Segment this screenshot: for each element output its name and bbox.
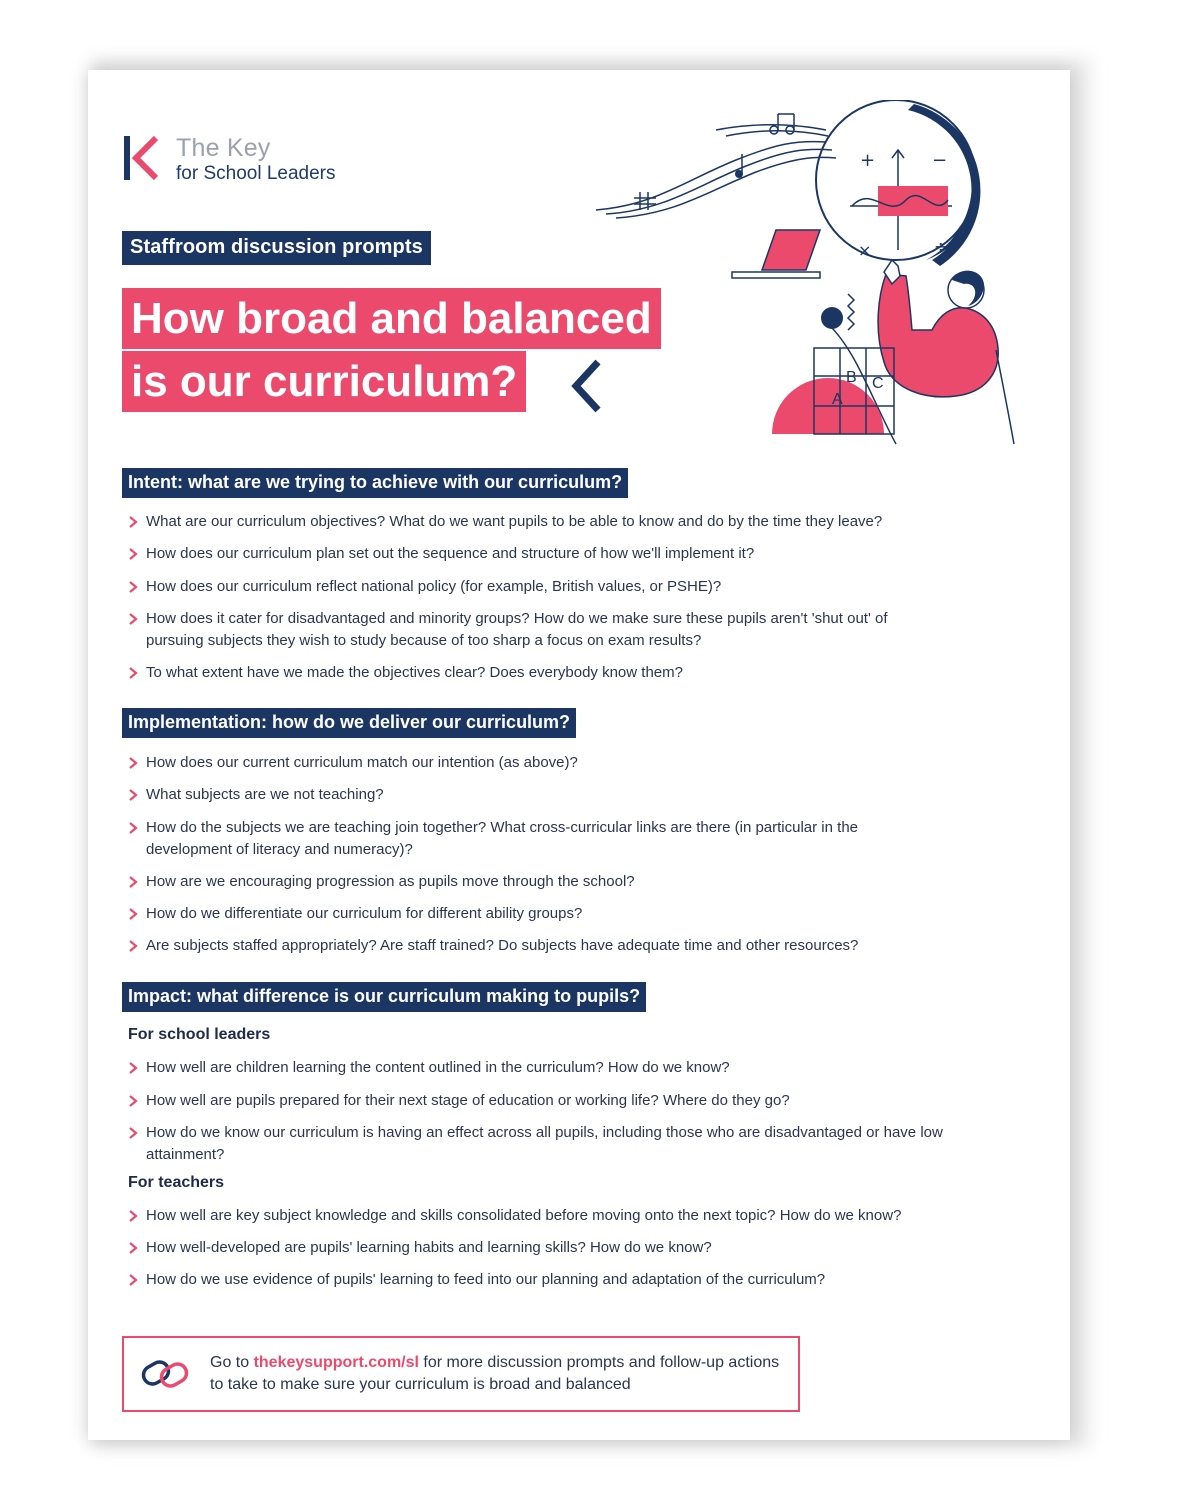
chevron-right-icon — [128, 1274, 138, 1286]
callout-box — [122, 1336, 800, 1412]
title-line-2: is our curriculum? — [122, 351, 526, 412]
list-item: Are subjects staffed appropriately? Are staff trained? Do subjects have adequate time and other resources? — [128, 935, 968, 957]
section-heading-implementation: Implementation: how do we deliver our curriculum? — [122, 708, 576, 738]
chevron-right-icon — [128, 789, 138, 801]
list-item: How do the subjects we are teaching join together? What cross-curricular links are there (in particular in the development of literacy and numeracy)? — [128, 817, 948, 861]
svg-text:÷: ÷ — [934, 237, 948, 256]
chevron-right-icon — [128, 1242, 138, 1254]
chevron-right-icon — [128, 613, 138, 625]
list-item: What subjects are we not teaching? — [128, 784, 968, 806]
chevron-right-icon — [128, 548, 138, 560]
curriculum-illustration — [596, 100, 1056, 450]
list-item: How does it cater for disadvantaged and minority groups? How do we make sure these pupils aren't 'shut out' of pursuing subjects they wish to study because of too sharp a focus on exam results? — [128, 608, 948, 652]
title-line-1: How broad and balanced — [122, 288, 661, 349]
svg-text:A: A — [832, 391, 843, 408]
list-item: How are we encouraging progression as pupils move through the school? — [128, 871, 968, 893]
list-item: How does our current curriculum match our intention (as above)? — [128, 752, 968, 774]
the-key-logo — [124, 134, 384, 184]
laptop-icon — [732, 230, 820, 278]
chevron-right-icon — [128, 1095, 138, 1107]
svg-text:×: × — [858, 241, 872, 260]
svg-text:C: C — [872, 375, 884, 392]
chevron-right-icon — [128, 1127, 138, 1139]
chevron-right-icon — [128, 940, 138, 952]
section-heading-intent: Intent: what are we trying to achieve with our curriculum? — [122, 468, 628, 498]
list-item: How well are pupils prepared for their next stage of education or working life? Where do they go? — [128, 1090, 968, 1112]
logo-line-2: for School Leaders — [176, 163, 336, 184]
chevron-right-icon — [128, 1062, 138, 1074]
subheading-school-leaders: For school leaders — [128, 1026, 271, 1043]
chevron-right-icon — [128, 581, 138, 593]
logo-line-1: The Key — [176, 134, 271, 162]
callout-link[interactable]: thekeysupport.com/sl — [253, 1354, 419, 1371]
list-item: How do we differentiate our curriculum for different ability groups? — [128, 903, 968, 925]
squiggle-icon — [848, 294, 854, 330]
list-item: How well are children learning the content outlined in the curriculum? How do we know? — [128, 1057, 968, 1079]
chevron-right-icon — [128, 516, 138, 528]
list-item: How do we know our curriculum is having an effect across all pupils, including those who are disadvantaged or have low attainment? — [128, 1122, 958, 1166]
list-item: What are our curriculum objectives? What do we want pupils to be able to know and do by the time they leave? — [128, 511, 968, 533]
list-item: How do we use evidence of pupils' learning to feed into our planning and adaptation of the curriculum? — [128, 1269, 968, 1291]
chevron-right-icon — [128, 757, 138, 769]
chevron-right-icon — [128, 1210, 138, 1222]
document-page — [88, 70, 1070, 1440]
list-item: How well-developed are pupils' learning habits and learning skills? How do we know? — [128, 1237, 968, 1259]
staffroom-tag: Staffroom discussion prompts — [122, 231, 431, 265]
list-item: How does our curriculum plan set out the sequence and structure of how we'll implement it? — [128, 543, 968, 565]
section-heading-impact: Impact: what difference is our curriculum making to pupils? — [122, 982, 646, 1012]
list-item: How well are key subject knowledge and skills consolidated before moving onto the next topic? How do we know? — [128, 1205, 998, 1227]
chevron-right-icon — [128, 908, 138, 920]
math-circle — [816, 100, 976, 260]
dot-icon — [821, 307, 843, 329]
callout-text: Go to thekeysupport.com/sl for more discussion prompts and follow-up actions to take to make sure your curriculum is broad and balanced — [210, 1354, 780, 1393]
chevron-right-icon — [128, 822, 138, 834]
link-icon — [140, 1356, 192, 1392]
list-item: How does our curriculum reflect national policy (for example, British values, or PSHE)? — [128, 576, 968, 598]
chevron-right-icon — [128, 876, 138, 888]
svg-text:+: + — [860, 150, 876, 171]
svg-text:B: B — [846, 369, 857, 386]
abc-grid — [772, 348, 894, 434]
list-item: To what extent have we made the objectives clear? Does everybody know them? — [128, 662, 968, 684]
music-staff-icon — [596, 125, 836, 218]
subheading-teachers: For teachers — [128, 1174, 225, 1191]
svg-text:−: − — [932, 150, 948, 171]
chevron-right-icon — [128, 667, 138, 679]
k-logo-icon — [124, 134, 164, 182]
